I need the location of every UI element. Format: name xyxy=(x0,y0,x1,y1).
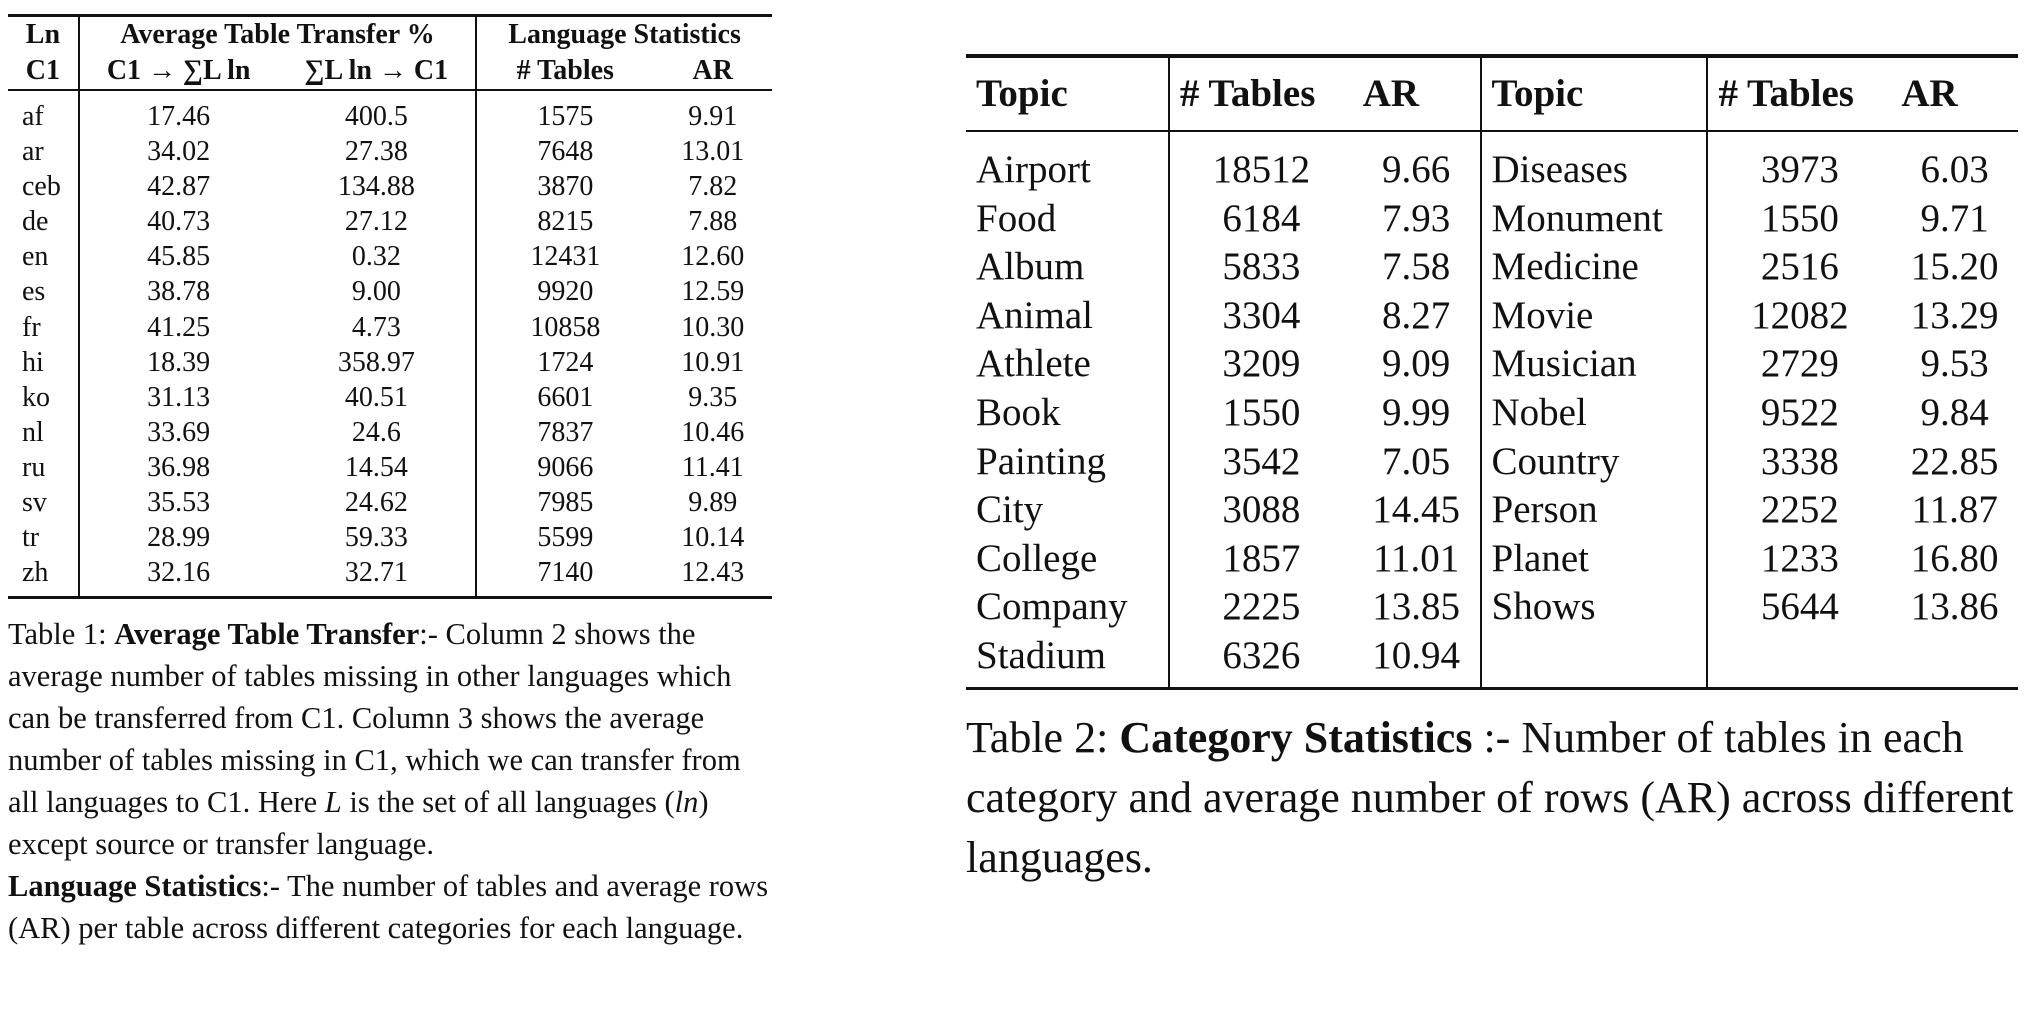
table2-row xyxy=(966,486,2018,535)
table1-header-ln: Ln xyxy=(8,16,79,54)
table1-caption xyxy=(8,613,778,949)
table1-cell-tables: 7648 xyxy=(537,136,594,168)
table1-block xyxy=(8,14,772,949)
table1-cell-lang: af xyxy=(8,90,79,134)
table1-cell-tables: 12431 xyxy=(530,241,601,273)
table1-cell-lang: hi xyxy=(8,345,79,380)
table2-cell-tables: 5833 xyxy=(1222,245,1301,289)
table2-block xyxy=(966,54,2018,888)
table2-cell-ar: 11.87 xyxy=(1911,488,1998,532)
table1-cell-tables: 9920 xyxy=(537,276,594,308)
table1-row xyxy=(8,380,772,415)
table1-cell-c1-to: 45.85 xyxy=(147,241,211,273)
table1-row xyxy=(8,90,772,134)
table1-header-lang-group: Language Statistics xyxy=(476,16,772,54)
table1-cell-ar: 11.41 xyxy=(681,451,744,483)
table1-cell-ar: 10.91 xyxy=(681,346,745,378)
table1-row xyxy=(8,274,772,309)
table2-cell-ar: 9.09 xyxy=(1353,340,1481,389)
table1-cell-tables: 7140 xyxy=(476,555,653,598)
table1-cell-tables: 8215 xyxy=(537,206,594,238)
table1-caption-text-2: is the set of all languages ( xyxy=(341,785,675,820)
table2-header-tables-1: # Tables xyxy=(1169,56,1353,131)
table1-cell-lang: ar xyxy=(8,134,79,169)
table1-cell-ar: 10.30 xyxy=(681,311,745,343)
table2-cell-topic: Food xyxy=(966,195,1169,244)
language-statistics-table xyxy=(8,14,772,599)
table2-cell-topic: Person xyxy=(1481,486,1708,535)
table1-cell-ar: 9.89 xyxy=(688,487,738,519)
table2-cell-tables: 2516 xyxy=(1760,245,1839,289)
table1-cell-tables: 5599 xyxy=(537,522,594,554)
table1-cell-to-c1: 358.97 xyxy=(278,345,477,380)
table2-row xyxy=(966,583,2018,632)
table2-cell-ar: 15.20 xyxy=(1910,245,1999,289)
table1-caption-text-4: :- The number of tables and average rows (AR) per table across different categories for each language. xyxy=(8,869,769,946)
table1-cell-ar: 9.91 xyxy=(688,101,738,132)
table2-cell-tables: 12082 xyxy=(1751,293,1849,337)
table2-cell-topic: Company xyxy=(966,583,1169,632)
table1-caption-label: Table 1: xyxy=(8,617,115,652)
table1-cell-lang: fr xyxy=(8,310,79,345)
table2-cell-tables xyxy=(1707,632,1891,688)
table2-cell-tables: 1233 xyxy=(1760,536,1839,580)
table2-cell-tables: 18512 xyxy=(1212,148,1311,191)
table1-cell-tables: 1724 xyxy=(537,346,594,378)
table2-cell-tables: 3338 xyxy=(1760,439,1839,483)
table2-cell-tables: 1550 xyxy=(1222,390,1301,434)
table2-cell-tables: 9522 xyxy=(1760,390,1839,434)
table1-body xyxy=(8,90,772,598)
table2-cell-tables: 2729 xyxy=(1760,342,1839,386)
table1-row xyxy=(8,169,772,204)
table2-cell-topic: Athlete xyxy=(966,340,1169,389)
table2-cell-ar: 9.99 xyxy=(1353,389,1481,438)
table2-cell-topic: Album xyxy=(966,243,1169,292)
table1-cell-to-c1: 134.88 xyxy=(278,169,477,204)
table1-cell-lang: ko xyxy=(8,380,79,415)
table1-cell-lang: nl xyxy=(8,415,79,450)
table1-header-tables: # Tables xyxy=(476,53,653,90)
table1-cell-to-c1: 24.6 xyxy=(278,415,477,450)
table2-cell-ar: 13.29 xyxy=(1910,293,1999,337)
table1-cell-tables: 1575 xyxy=(537,101,594,132)
table2-row xyxy=(966,535,2018,584)
table1-cell-lang: tr xyxy=(8,520,79,555)
table2-cell-ar: 22.85 xyxy=(1910,439,1999,483)
table1-cell-c1-to: 41.25 xyxy=(147,311,211,343)
table1-cell-c1-to: 17.46 xyxy=(147,101,211,132)
table2-cell-ar: 13.86 xyxy=(1910,585,1999,629)
category-statistics-table xyxy=(966,54,2018,690)
table2-caption-text: :- Number of tables in each category and average number of rows (AR) across different languages. xyxy=(966,712,2014,882)
table1-row xyxy=(8,310,772,345)
table1-cell-tables: 7985 xyxy=(537,487,594,519)
table1-cell-ar: 10.46 xyxy=(681,416,745,448)
table2-cell-ar: 9.71 xyxy=(1920,196,1989,240)
table2-cell-ar: 10.94 xyxy=(1353,632,1481,688)
table1-cell-c1-to: 40.73 xyxy=(147,206,211,238)
table1-cell-to-c1: 32.71 xyxy=(278,555,477,598)
table1-cell-c1-to: 35.53 xyxy=(147,487,211,519)
table1-cell-to-c1: 24.62 xyxy=(278,485,477,520)
table2-header-ar-1: AR xyxy=(1353,56,1481,131)
table1-cell-to-c1: 0.32 xyxy=(278,239,477,274)
table1-cell-c1-to: 18.39 xyxy=(147,346,211,378)
table1-cell-c1-to: 31.13 xyxy=(147,381,211,413)
table2-cell-ar: 13.85 xyxy=(1353,583,1481,632)
table1-cell-lang: zh xyxy=(8,555,79,598)
table2-row xyxy=(966,632,2018,688)
table2-cell-ar: 9.53 xyxy=(1920,342,1989,386)
table2-cell-ar: 9.66 xyxy=(1353,131,1481,195)
table2-cell-tables: 1550 xyxy=(1760,196,1839,240)
table2-cell-tables: 5644 xyxy=(1760,585,1839,629)
table1-cell-ar: 13.01 xyxy=(681,136,745,168)
table1-cell-ar: 9.35 xyxy=(688,381,738,413)
table2-cell-tables: 2252 xyxy=(1760,488,1839,532)
table2-caption xyxy=(966,708,2042,888)
table1-cell-tables: 10858 xyxy=(530,311,601,343)
table1-caption-text-1: :- Column 2 shows the average number of tables missing in other languages which can be transferred from C1. Column 3 shows the average number of tables missing in C1, which we can transfer from all languages to C1. Here xyxy=(8,617,741,820)
table2-row xyxy=(966,292,2018,341)
table2-cell-tables: 3304 xyxy=(1222,293,1301,337)
table1-caption-bold-transfer: Average Table Transfer xyxy=(114,617,420,652)
table2-header-row xyxy=(966,56,2018,131)
table1-cell-lang: ru xyxy=(8,450,79,485)
table2-cell-topic: Shows xyxy=(1481,583,1708,632)
table2-cell-tables: 3973 xyxy=(1760,148,1839,191)
table1-header-row-2 xyxy=(8,53,772,90)
table2-row xyxy=(966,438,2018,487)
table1-row xyxy=(8,415,772,450)
table2-row xyxy=(966,195,2018,244)
table1-header-transfer-group: Average Table Transfer % xyxy=(79,16,476,54)
table1-cell-to-c1: 59.33 xyxy=(278,520,477,555)
table2-cell-ar: 7.93 xyxy=(1353,195,1481,244)
table1-caption-text-3: ) except source or transfer language. xyxy=(8,785,709,862)
table1-cell-lang: de xyxy=(8,204,79,239)
table2-cell-topic: Stadium xyxy=(966,632,1169,688)
table2-caption-label: Table 2: xyxy=(966,712,1120,762)
table1-cell-tables: 9066 xyxy=(537,451,594,483)
table2-cell-topic: Planet xyxy=(1481,535,1708,584)
table2-header-tables-2: # Tables xyxy=(1707,56,1891,131)
table2-cell-topic: Medicine xyxy=(1481,243,1708,292)
table2-cell-ar: 14.45 xyxy=(1353,486,1481,535)
table2-cell-topic: Diseases xyxy=(1481,131,1708,195)
table2-cell-topic: Monument xyxy=(1481,195,1708,244)
table2-cell-ar: 7.05 xyxy=(1353,438,1481,487)
table1-cell-c1-to: 34.02 xyxy=(147,136,211,168)
table1-row xyxy=(8,134,772,169)
table2-cell-ar: 11.01 xyxy=(1353,535,1481,584)
table2-cell-tables: 3542 xyxy=(1222,439,1301,483)
table2-cell-ar: 8.27 xyxy=(1353,292,1481,341)
table2-caption-bold: Category Statistics xyxy=(1119,712,1473,762)
table1-cell-to-c1: 9.00 xyxy=(278,274,477,309)
table1-cell-ar: 12.60 xyxy=(681,241,745,273)
table1-cell-to-c1: 40.51 xyxy=(278,380,477,415)
table1-cell-ar: 12.59 xyxy=(681,276,745,308)
table1-caption-bold-lang-stats: Language Statistics xyxy=(8,869,262,904)
table1-cell-ar: 10.14 xyxy=(681,522,745,554)
table1-row xyxy=(8,520,772,555)
table2-header-ar-2: AR xyxy=(1891,56,2018,131)
table2-cell-topic: Airport xyxy=(966,131,1169,195)
table1-header-row-1 xyxy=(8,16,772,54)
table2-cell-tables: 6326 xyxy=(1169,632,1353,688)
table1-cell-tables: 3870 xyxy=(537,171,594,203)
table2-cell-tables: 3209 xyxy=(1222,342,1301,386)
table1-cell-c1-to: 38.78 xyxy=(147,276,211,308)
table1-caption-var-ln: ln xyxy=(674,785,699,820)
table2-cell-topic: Painting xyxy=(966,438,1169,487)
table2-cell-ar: 9.84 xyxy=(1920,390,1989,434)
table1-cell-to-c1: 27.12 xyxy=(278,204,477,239)
table2-cell-topic: Musician xyxy=(1481,340,1708,389)
table2-cell-tables: 1857 xyxy=(1222,536,1301,580)
table2-cell-ar xyxy=(1891,632,2018,688)
table2-row xyxy=(966,131,2018,195)
table2-header-topic-1: Topic xyxy=(966,56,1169,131)
table2-cell-tables: 2225 xyxy=(1222,585,1301,629)
table1-cell-to-c1: 400.5 xyxy=(278,90,477,134)
table1-cell-lang: sv xyxy=(8,485,79,520)
table1-cell-ar: 7.82 xyxy=(688,171,738,203)
table1-cell-lang: es xyxy=(8,274,79,309)
table2-cell-topic: Movie xyxy=(1481,292,1708,341)
table1-cell-tables: 7837 xyxy=(537,416,594,448)
table2-cell-topic: Nobel xyxy=(1481,389,1708,438)
table2-row xyxy=(966,243,2018,292)
table1-cell-c1-to: 28.99 xyxy=(147,522,211,554)
table1-cell-to-c1: 27.38 xyxy=(278,134,477,169)
table2-cell-topic xyxy=(1481,632,1708,688)
table1-row xyxy=(8,239,772,274)
table1-cell-c1-to: 32.16 xyxy=(79,555,278,598)
table2-cell-tables: 3088 xyxy=(1222,488,1301,532)
table1-cell-c1-to: 36.98 xyxy=(147,451,211,483)
table1-cell-lang: ceb xyxy=(8,169,79,204)
table2-row xyxy=(966,389,2018,438)
table1-cell-ar: 12.43 xyxy=(653,555,772,598)
table1-row xyxy=(8,555,772,598)
table1-header-c1-to-sum: C1 → ∑L ln xyxy=(79,53,278,90)
table1-cell-to-c1: 4.73 xyxy=(278,310,477,345)
table1-cell-to-c1: 14.54 xyxy=(278,450,477,485)
table1-caption-var-L: L xyxy=(324,785,342,820)
table1-header-c1: C1 xyxy=(8,53,79,90)
table1-row xyxy=(8,485,772,520)
table2-cell-topic: College xyxy=(966,535,1169,584)
table1-header-sum-to-c1: ∑L ln → C1 xyxy=(278,53,477,90)
table1-cell-tables: 6601 xyxy=(537,381,594,413)
table1-cell-c1-to: 33.69 xyxy=(147,416,211,448)
table2-cell-ar: 7.58 xyxy=(1353,243,1481,292)
table2-cell-topic: Country xyxy=(1481,438,1708,487)
table2-cell-topic: Animal xyxy=(966,292,1169,341)
table1-cell-lang: en xyxy=(8,239,79,274)
table1-row xyxy=(8,345,772,380)
table2-header-topic-2: Topic xyxy=(1481,56,1708,131)
table1-cell-c1-to: 42.87 xyxy=(147,171,211,203)
table2-body xyxy=(966,131,2018,688)
table2-cell-tables: 6184 xyxy=(1222,196,1301,240)
table2-cell-topic: City xyxy=(966,486,1169,535)
table2-cell-ar: 6.03 xyxy=(1920,148,1989,191)
table1-header-ar: AR xyxy=(653,53,772,90)
table1-row xyxy=(8,450,772,485)
table2-cell-ar: 16.80 xyxy=(1910,536,1999,580)
table1-cell-ar: 7.88 xyxy=(688,206,738,238)
table1-row xyxy=(8,204,772,239)
table2-row xyxy=(966,340,2018,389)
table2-cell-topic: Book xyxy=(966,389,1169,438)
